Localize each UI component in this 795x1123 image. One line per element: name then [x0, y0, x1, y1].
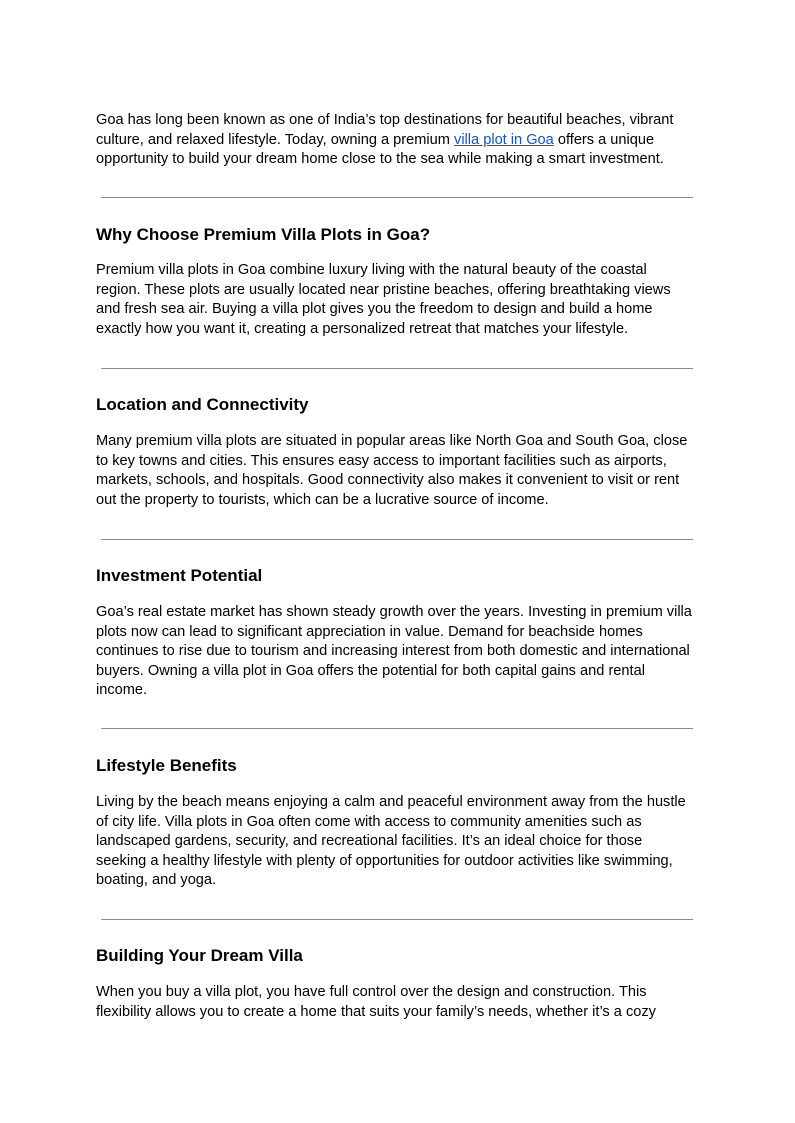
- paragraph-line: of city life. Villa plots in Goa often come with access to community amenities such as: [96, 813, 642, 830]
- section-paragraph: [96, 603, 716, 701]
- section-heading: Investment Potential: [96, 566, 263, 585]
- paragraph-line: Living by the beach means enjoying a calm and peaceful environment away from the hustle: [96, 794, 686, 810]
- paragraph-line: buyers. Owning a villa plot in Goa offers the potential for both capital gains and rental: [96, 662, 645, 679]
- paragraph-line: and fresh sea air. Buying a villa plot gives you the freedom to design and build a home: [96, 301, 653, 317]
- section-heading: Building Your Dream Villa: [96, 946, 303, 965]
- paragraph-line: income.: [96, 682, 148, 698]
- paragraph-line: continues to rise due to tourism and increasing interest from both domestic and international: [96, 643, 690, 659]
- horizontal-rule: [101, 368, 693, 369]
- paragraph-line: landscaped gardens, security, and recreational facilities. It’s an ideal choice for those: [96, 833, 643, 849]
- section-paragraph: [96, 793, 716, 891]
- paragraph-line: flexibility allows you to create a home that suits your family’s needs, whether it’s a cozy: [96, 1003, 656, 1020]
- intro-line: Goa has long been known as one of India’s top destinations for beautiful beaches, vibrant: [96, 112, 674, 128]
- paragraph-line: exactly how you want it, creating a personalized retreat that matches your lifestyle.: [96, 320, 629, 337]
- paragraph-line: seeking a healthy lifestyle with plenty of opportunities for outdoor activities like swimming,: [96, 852, 673, 869]
- paragraph-line: region. These plots are usually located near pristine beaches, offering breathtaking views: [96, 281, 671, 298]
- section-paragraph: [96, 261, 716, 339]
- paragraph-line: Premium villa plots in Goa combine luxury living with the natural beauty of the coastal: [96, 262, 647, 278]
- paragraph-line: When you buy a villa plot, you have full control over the design and construction. This: [96, 984, 647, 1000]
- horizontal-rule: [101, 539, 693, 540]
- section-heading: Location and Connectivity: [96, 395, 309, 414]
- paragraph-line: Goa’s real estate market has shown steady growth over the years. Investing in premium villa: [96, 604, 692, 620]
- paragraph-line: plots now can lead to significant appreciation in value. Demand for beachside homes: [96, 623, 643, 640]
- paragraph-line: markets, schools, and hospitals. Good connectivity also makes it convenient to visit or rent: [96, 472, 680, 488]
- paragraph-line: to key towns and cities. This ensures easy access to important facilities such as airports,: [96, 452, 667, 469]
- intro-line: opportunity to build your dream home close to the sea while making a smart investment.: [96, 151, 664, 167]
- horizontal-rule: [101, 728, 693, 729]
- section-heading: Why Choose Premium Villa Plots in Goa?: [96, 225, 431, 244]
- intro-line: [96, 131, 716, 151]
- paragraph-line: boating, and yoga.: [96, 872, 217, 888]
- section-paragraph: [96, 983, 716, 1022]
- intro-text: offers a unique: [553, 131, 655, 148]
- horizontal-rule: [101, 197, 693, 198]
- section-heading: Lifestyle Benefits: [96, 756, 237, 775]
- intro-text: culture, and relaxed lifestyle. Today, owning a premium: [96, 131, 455, 148]
- section-paragraph: [96, 432, 716, 510]
- intro-paragraph: [96, 111, 716, 170]
- paragraph-line: out the property to tourists, which can be a lucrative source of income.: [96, 491, 549, 508]
- paragraph-line: Many premium villa plots are situated in popular areas like North Goa and South Goa, close: [96, 433, 688, 449]
- villa-plot-link[interactable]: villa plot in Goa: [454, 131, 554, 148]
- horizontal-rule: [101, 919, 693, 920]
